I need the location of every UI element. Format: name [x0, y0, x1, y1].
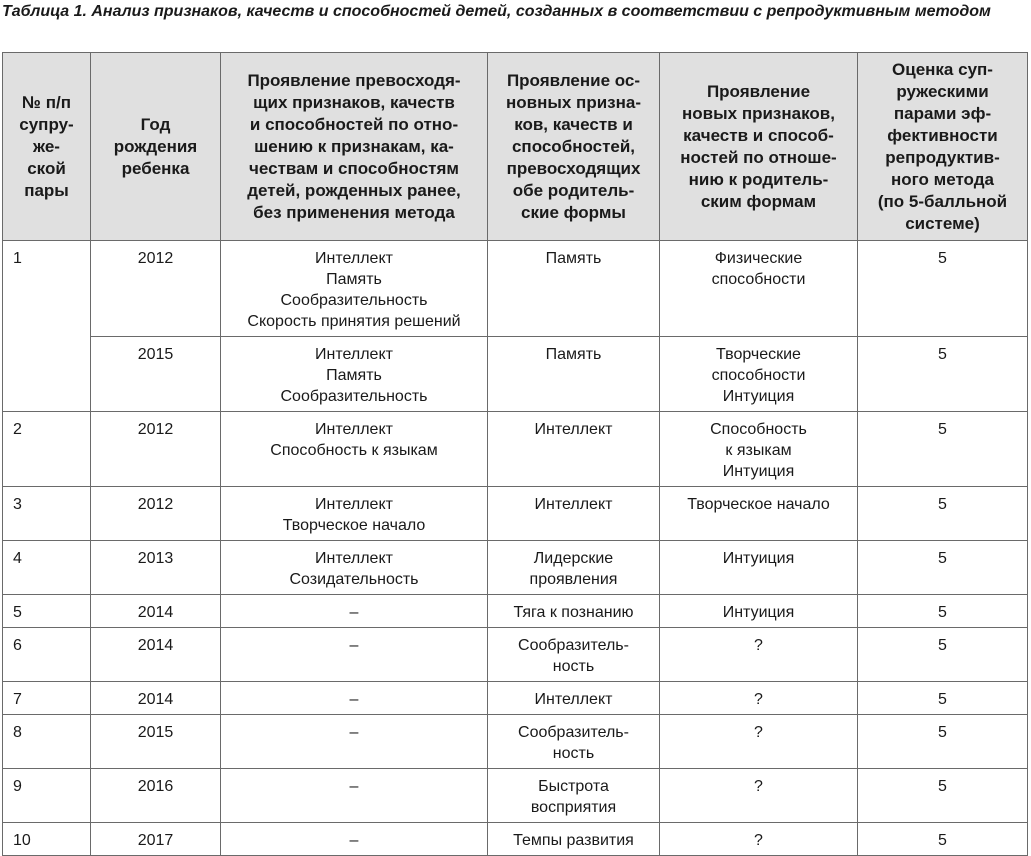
table-row	[3, 241, 1028, 337]
cell-new-traits: ?	[660, 682, 858, 715]
table-row	[3, 682, 1028, 715]
cell-birth-year: 2014	[91, 682, 221, 715]
cell-pair-number: 8	[3, 715, 91, 769]
cell-birth-year: 2013	[91, 541, 221, 595]
cell-new-traits: Интуиция	[660, 541, 858, 595]
cell-main-traits: Сообразитель- ность	[488, 628, 660, 682]
cell-superior-traits: –	[221, 823, 488, 856]
cell-main-traits: Быстрота восприятия	[488, 769, 660, 823]
cell-superior-traits: –	[221, 595, 488, 628]
table-row	[3, 628, 1028, 682]
cell-new-traits: Творческое начало	[660, 487, 858, 541]
cell-new-traits: ?	[660, 769, 858, 823]
cell-score: 5	[858, 595, 1028, 628]
cell-superior-traits: –	[221, 628, 488, 682]
table-header	[3, 53, 1028, 241]
cell-birth-year: 2015	[91, 715, 221, 769]
cell-pair-number: 2	[3, 412, 91, 487]
cell-score: 5	[858, 682, 1028, 715]
header-birth-year: Год рождения ребенка	[91, 53, 221, 241]
cell-new-traits: ?	[660, 628, 858, 682]
table-caption: Таблица 1. Анализ признаков, качеств и способностей детей, созданных в соответствии с репродуктивным методом	[2, 3, 991, 20]
header-pair-number: № п/п супру- же- ской пары	[3, 53, 91, 241]
cell-score: 5	[858, 487, 1028, 541]
header-new-traits: Проявление новых признаков, качеств и способ- ностей по отноше- нию к родитель- ским формам	[660, 53, 858, 241]
cell-pair-number: 10	[3, 823, 91, 856]
cell-superior-traits: Интеллект Память Сообразительность Скорость принятия решений	[221, 241, 488, 337]
cell-superior-traits: Интеллект Созидательность	[221, 541, 488, 595]
table-row	[3, 337, 1028, 412]
table-row	[3, 823, 1028, 856]
cell-birth-year: 2015	[91, 337, 221, 412]
cell-birth-year: 2014	[91, 628, 221, 682]
table-row	[3, 487, 1028, 541]
cell-main-traits: Сообразитель- ность	[488, 715, 660, 769]
cell-main-traits: Память	[488, 241, 660, 337]
cell-score: 5	[858, 823, 1028, 856]
table-row	[3, 595, 1028, 628]
cell-birth-year: 2016	[91, 769, 221, 823]
cell-main-traits: Темпы развития	[488, 823, 660, 856]
cell-new-traits: Творческие способности Интуиция	[660, 337, 858, 412]
cell-new-traits: Интуиция	[660, 595, 858, 628]
table-row	[3, 769, 1028, 823]
cell-superior-traits: Интеллект Творческое начало	[221, 487, 488, 541]
cell-score: 5	[858, 628, 1028, 682]
cell-superior-traits: Интеллект Способность к языкам	[221, 412, 488, 487]
cell-score: 5	[858, 769, 1028, 823]
cell-birth-year: 2014	[91, 595, 221, 628]
cell-main-traits: Интеллект	[488, 682, 660, 715]
cell-score: 5	[858, 337, 1028, 412]
cell-pair-number: 7	[3, 682, 91, 715]
cell-main-traits: Память	[488, 337, 660, 412]
cell-main-traits: Интеллект	[488, 487, 660, 541]
cell-pair-number: 6	[3, 628, 91, 682]
cell-new-traits: ?	[660, 715, 858, 769]
cell-birth-year: 2012	[91, 241, 221, 337]
table-row	[3, 412, 1028, 487]
header-row	[3, 53, 1028, 241]
cell-superior-traits: Интеллект Память Сообразительность	[221, 337, 488, 412]
cell-pair-number: 4	[3, 541, 91, 595]
cell-new-traits: Физические способности	[660, 241, 858, 337]
cell-superior-traits: –	[221, 682, 488, 715]
cell-score: 5	[858, 412, 1028, 487]
table-body	[3, 241, 1028, 856]
cell-main-traits: Лидерские проявления	[488, 541, 660, 595]
cell-score: 5	[858, 715, 1028, 769]
cell-birth-year: 2012	[91, 412, 221, 487]
header-main-traits: Проявление ос- новных призна- ков, качеств и способностей, превосходящих обе родитель- ские формы	[488, 53, 660, 241]
analysis-table	[2, 52, 1028, 856]
cell-superior-traits: –	[221, 715, 488, 769]
cell-pair-number: 9	[3, 769, 91, 823]
cell-new-traits: ?	[660, 823, 858, 856]
table-row	[3, 715, 1028, 769]
cell-pair-number: 5	[3, 595, 91, 628]
cell-birth-year: 2017	[91, 823, 221, 856]
cell-main-traits: Тяга к познанию	[488, 595, 660, 628]
header-score: Оценка суп- ружескими парами эф- фективности репродуктив- ного метода (по 5-балльной системе)	[858, 53, 1028, 241]
cell-birth-year: 2012	[91, 487, 221, 541]
cell-main-traits: Интеллект	[488, 412, 660, 487]
cell-new-traits: Способность к языкам Интуиция	[660, 412, 858, 487]
cell-pair-number: 3	[3, 487, 91, 541]
cell-score: 5	[858, 241, 1028, 337]
cell-score: 5	[858, 541, 1028, 595]
header-superior-traits: Проявление превосходя- щих признаков, качеств и способностей по отно- шению к признакам, ка- чествам и способностям детей, рожденных ранее, без применения метода	[221, 53, 488, 241]
cell-superior-traits: –	[221, 769, 488, 823]
table-row	[3, 541, 1028, 595]
cell-pair-number: 1	[3, 241, 91, 412]
